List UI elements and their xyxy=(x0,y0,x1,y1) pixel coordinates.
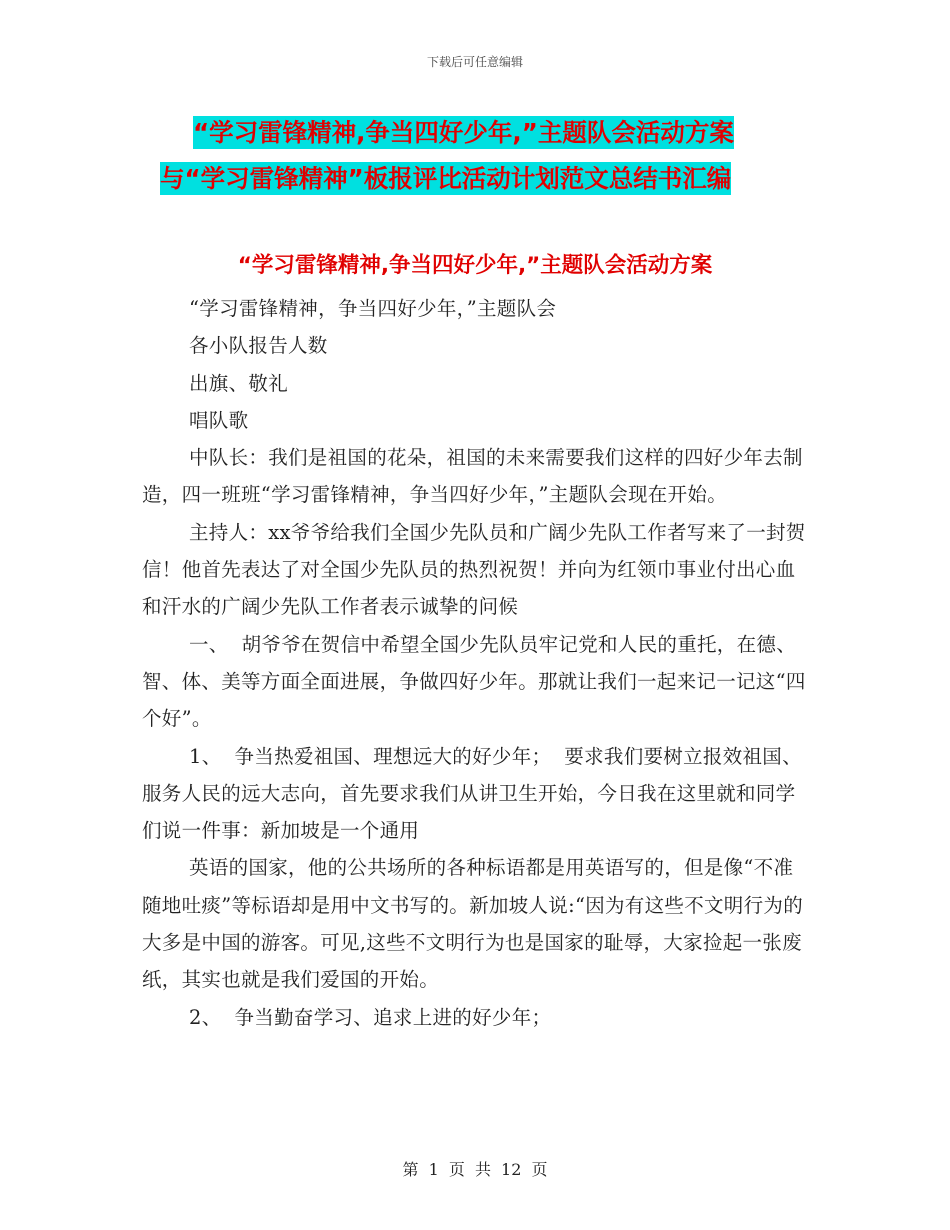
page-footer: 第 1 页 共 12 页 xyxy=(402,1160,548,1179)
paragraph: 主持人：xx爷爷给我们全国少先队员和广阔少先队工作者写来了一封贺信！他首先表达了对全国少先队员的热烈祝贺！并向为红领巾事业付出心血和汗水的广阔少先队工作者表示诚挚的问候 xyxy=(142,520,806,619)
paragraph: 一、 胡爷爷在贺信中希望全国少先队员牢记党和人民的重托，在德、智、体、美等方面全面进展，争做四好少年。那就让我们一起来记一记这“四个好”。 xyxy=(142,632,806,731)
title-line-1: “学习雷锋精神,争当四好少年,”主题队会活动方案 xyxy=(193,118,734,147)
document-title xyxy=(160,110,810,202)
paragraph: 2、 争当勤奋学习、追求上进的好少年； xyxy=(189,1005,552,1029)
paragraph: 各小队报告人数 xyxy=(189,334,328,358)
paragraph: 英语的国家，他的公共场所的各种标语都是用英语写的，但是像“不准随地吐痰”等标语却是用中文书写的。新加坡人说:“因为有这些不文明行为的大多是中国的游客。可见,这些不文明行为也是国家的耻辱，大家捡起一张废纸，其实也就是我们爱国的开始。 xyxy=(142,856,804,992)
page-header-note: 下载后可任意编辑 xyxy=(426,55,523,69)
paragraph: 1、 争当热爱祖国、理想远大的好少年； 要求我们要树立报效祖国、服务人民的远大志向，首先要求我们从讲卫生开始，今日我在这里就和同学们说一件事：新加坡是一个通用 xyxy=(142,744,802,843)
title-line-2: 与“学习雷锋精神”板报评比活动计划范文总结书汇编 xyxy=(160,164,732,193)
document-body xyxy=(142,290,810,1036)
paragraph: 中队长：我们是祖国的花朵，祖国的未来需要我们这样的四好少年去制造，四一班班“学习雷锋精神，争当四好少年，”主题队会现在开始。 xyxy=(142,446,803,507)
section-title: “学习雷锋精神,争当四好少年,”主题队会活动方案 xyxy=(237,253,713,278)
paragraph: 出旗、敬礼 xyxy=(189,371,289,395)
paragraph: “学习雷锋精神，争当四好少年，”主题队会 xyxy=(189,297,557,320)
paragraph: 唱队歌 xyxy=(189,408,249,432)
